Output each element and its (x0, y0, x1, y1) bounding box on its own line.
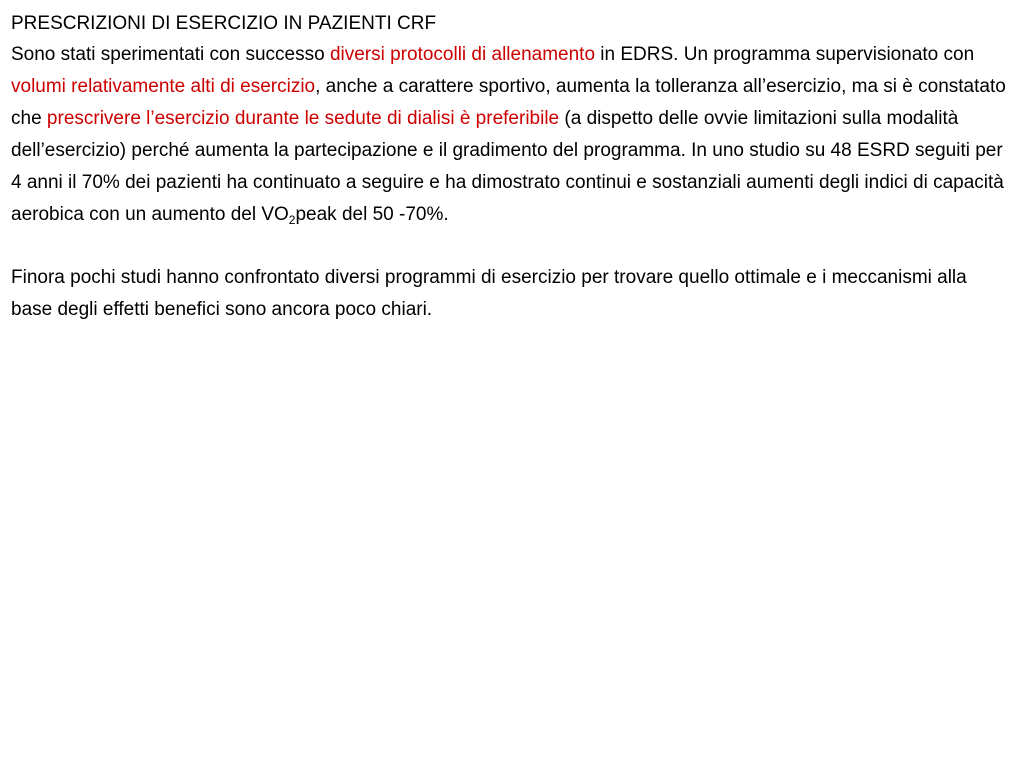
text-segment: in EDRS. Un programma supervisionato con (595, 44, 975, 65)
subscript-2: 2 (288, 213, 296, 227)
body-paragraph-2: Finora pochi studi hanno confrontato diversi programmi di esercizio per trovare quello ottimale e i meccanismi alla base degli effetti benefici sono ancora poco chiari. (11, 267, 967, 320)
slide-title: PRESCRIZIONI DI ESERCIZIO IN PAZIENTI CRF (11, 13, 437, 34)
text-segment: (a dispetto delle ovvie limitazioni sulla modalità dell’esercizio) perché aumenta la partecipazione e il gradimento del programma. In uno studio su 48 ESRD seguiti per 4 anni il 70% dei pazienti ha continuato a seguire e ha dimostrato continui e sostanziali aumenti degli indici di capacità aerobica con un aumento del VO (11, 108, 1004, 225)
text-segment: Sono stati sperimentati con successo (11, 44, 330, 65)
slide-content (11, 9, 1011, 326)
highlight-protocols: diversi protocolli di allenamento (329, 44, 596, 65)
highlight-volumes: volumi relativamente alti di esercizio (11, 76, 316, 97)
paragraph-spacer (11, 231, 1011, 262)
text-segment: , anche a carattere sportivo, aumenta la tolleranza all’esercizio, ma si è constatato che (11, 76, 1006, 129)
text-segment: peak del 50 -70%. (295, 204, 449, 225)
body-paragraph-1 (11, 39, 1011, 231)
highlight-dialysis-exercise: prescrivere l’esercizio durante le sedute di dialisi è preferibile (46, 108, 560, 129)
